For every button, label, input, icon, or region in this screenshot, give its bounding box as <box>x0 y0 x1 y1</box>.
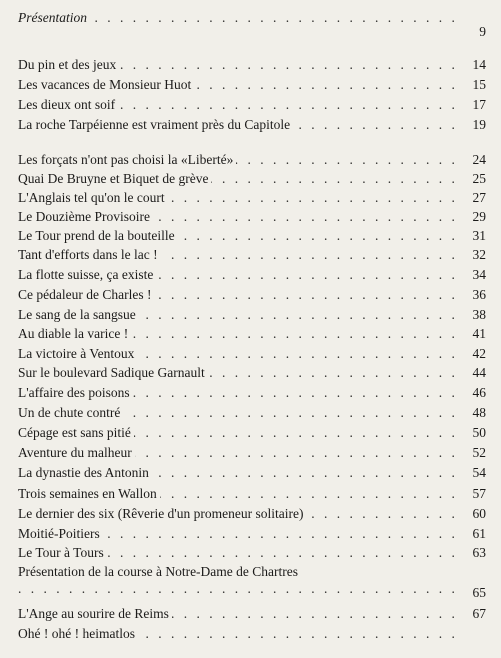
toc-entry-continuation <box>18 580 486 598</box>
toc-entry-title: L'Ange au sourire de Reims <box>18 605 172 623</box>
toc-entry <box>18 170 486 188</box>
toc-entry-title: Les dieux ont soif <box>18 96 118 114</box>
toc-entry-title: Le sang de la sangsue <box>18 306 139 324</box>
toc-entry <box>18 345 486 363</box>
toc-entry-page: 29 <box>472 209 486 224</box>
toc-entry-title: Tant d'efforts dans le lac ! <box>18 246 161 264</box>
toc-entry-page: 48 <box>472 405 486 420</box>
toc-entry <box>18 444 486 462</box>
toc-entry-page: 60 <box>472 506 486 521</box>
toc-entry <box>18 464 486 482</box>
toc-entry-page: 54 <box>472 465 486 480</box>
toc-entry <box>18 286 486 304</box>
toc-entry-page: 38 <box>472 307 486 322</box>
toc-entry <box>18 563 486 581</box>
toc-entry-title: Quai De Bruyne et Biquet de grève <box>18 170 211 188</box>
toc-entry <box>18 404 486 422</box>
toc-entry <box>18 116 486 134</box>
toc-entry-title: Ohé ! ohé ! heimatlos <box>18 625 138 643</box>
toc-entry <box>18 325 486 343</box>
toc-entry-page: 9 <box>479 24 486 39</box>
toc-entry-title: Le dernier des six (Rêverie d'un promeneur solitaire) <box>18 505 306 523</box>
toc-entry-page: 17 <box>472 97 486 112</box>
toc-entry-title: Un de chute contré <box>18 404 123 422</box>
toc-entry <box>18 364 486 382</box>
toc-entry-page: 42 <box>472 346 486 361</box>
toc-entry-title: L'Anglais tel qu'on le court <box>18 189 168 207</box>
toc-entry <box>18 246 486 264</box>
toc-entry <box>18 151 486 169</box>
toc-entry <box>18 544 486 562</box>
toc-entry <box>18 208 486 226</box>
toc-entry-page: 15 <box>472 77 486 92</box>
toc-entry-title: Ce pédaleur de Charles ! <box>18 286 154 304</box>
toc-entry-title: Présentation de la course à Notre-Dame de Chartres <box>18 563 301 581</box>
toc-entry-title: Les vacances de Monsieur Huot <box>18 76 194 94</box>
toc-entry-page: 57 <box>472 486 486 501</box>
toc-entry-page: 50 <box>472 425 486 440</box>
toc-entry-page: 61 <box>472 526 486 541</box>
toc-entry-title: Le Tour à Tours <box>18 544 107 562</box>
toc-entry <box>18 266 486 284</box>
toc-entry-title: Au diable la varice ! <box>18 325 131 343</box>
toc-entry <box>18 56 486 74</box>
toc-entry-title: La victoire à Ventoux <box>18 345 137 363</box>
toc-entry-page: 65 <box>472 585 486 600</box>
toc-entry-page: 44 <box>472 365 486 380</box>
toc-entry-title: Du pin et des jeux <box>18 56 119 74</box>
toc-entry <box>18 227 486 245</box>
toc-entry-page: 14 <box>472 57 486 72</box>
toc-entry-title: La flotte suisse, ça existe <box>18 266 156 284</box>
toc-entry <box>18 605 486 623</box>
toc-entry-title: Le Douzième Provisoire <box>18 208 153 226</box>
toc-entry <box>18 625 486 643</box>
toc-entry-page: 27 <box>472 190 486 205</box>
toc-entry-title: Moitié-Poitiers <box>18 525 103 543</box>
toc-entry-title: Les forçats n'ont pas choisi la «Liberté» <box>18 151 236 169</box>
toc-entry-title: Le Tour prend de la bouteille <box>18 227 178 245</box>
toc-entry-page: 24 <box>472 152 486 167</box>
toc-entry-title: L'affaire des poisons <box>18 384 133 402</box>
toc-entry <box>18 525 486 543</box>
toc-entry-title: Aventure du malheur <box>18 444 135 462</box>
toc-entry-page: 19 <box>472 117 486 132</box>
toc-entry-page: 34 <box>472 267 486 282</box>
toc-entry <box>18 96 486 114</box>
toc-entry-title: La dynastie des Antonin <box>18 464 152 482</box>
toc-entry <box>18 424 486 442</box>
toc-entry <box>18 9 486 39</box>
toc-entry-page: 52 <box>472 445 486 460</box>
toc-entry <box>18 485 486 503</box>
dot-leader <box>18 580 460 598</box>
toc-entry <box>18 505 486 523</box>
toc-entry-title: Trois semaines en Wallon <box>18 485 160 503</box>
toc-entry-title: Cépage est sans pitié <box>18 424 134 442</box>
toc-entry-page: 36 <box>472 287 486 302</box>
toc-entry-title: La roche Tarpéienne est vraiment près du Capitole <box>18 116 293 134</box>
toc-entry-page: 25 <box>472 171 486 186</box>
toc-entry <box>18 189 486 207</box>
toc-entry-page: 46 <box>472 385 486 400</box>
toc-entry <box>18 76 486 94</box>
toc-entry <box>18 306 486 324</box>
toc-entry-page: 63 <box>472 545 486 560</box>
toc-entry-page: 67 <box>472 606 486 621</box>
toc-entry-page: 32 <box>472 247 486 262</box>
toc-entry-title: Présentation <box>18 9 90 27</box>
toc-entry-page: 31 <box>472 228 486 243</box>
toc-entry <box>18 384 486 402</box>
toc-entry-page: 41 <box>472 326 486 341</box>
toc-entry-title: Sur le boulevard Sadique Garnault <box>18 364 208 382</box>
